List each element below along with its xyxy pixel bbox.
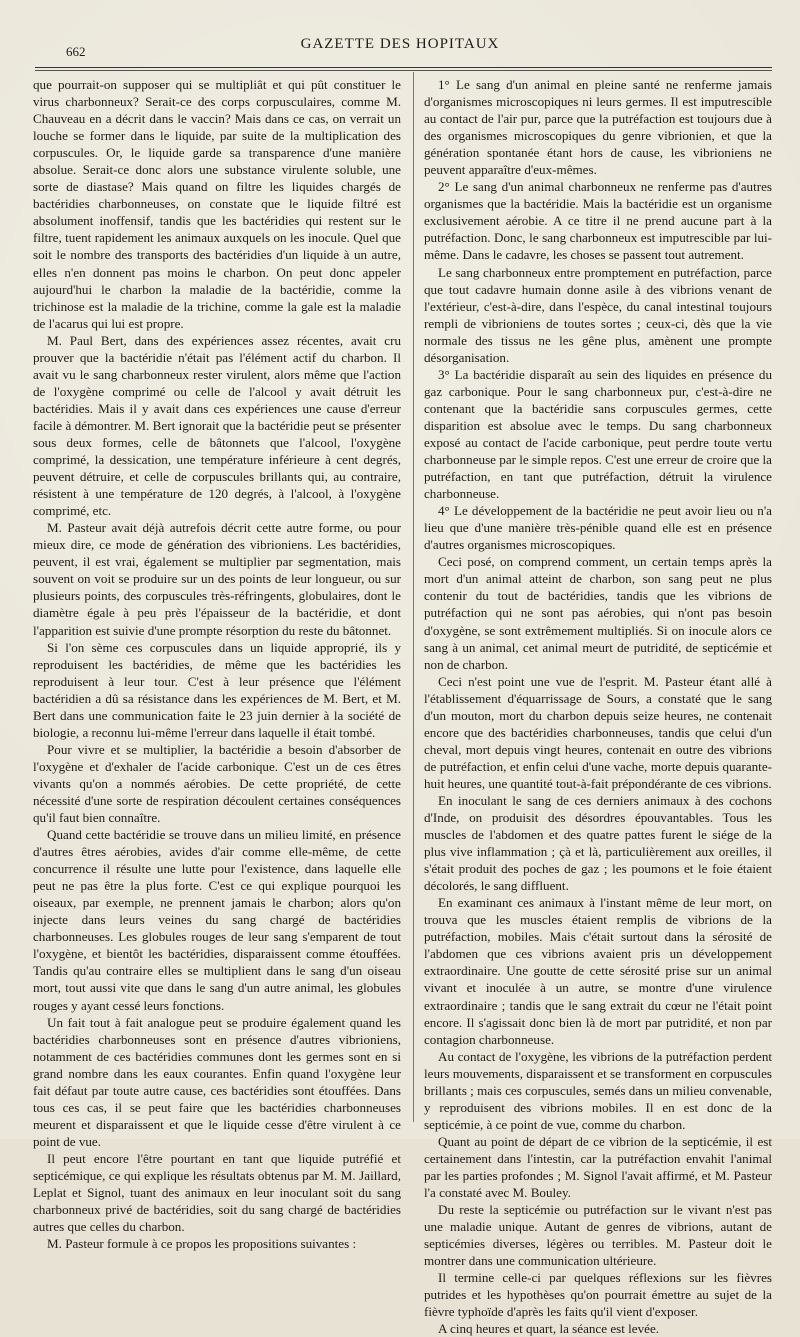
paragraph: 3° La bactéridie disparaît au sein des liquides en présence du gaz carbonique. Pour le sang charbonneux pur, c'est-à-dire ne contenant que la bactéridie sans corpuscules germes, cette disparition est absolue avec le temps. Du sang charbonneux exposé au contact de l'acide carbonique, peut perdre toute vertu charbonneuse par le simple repos. C'est une erreur de croire que la putréfaction, en tant que putréfaction, détruit la virulence charbonneuse. [424, 366, 772, 502]
paragraph: Quant au point de départ de ce vibrion de la septicémie, il est certainement dans l'intestin, car la putréfaction envahit l'animal par les parties profondes ; M. Signol l'avait affirmé, et M. Pasteur l'a constaté avec M. Bouley. [424, 1133, 772, 1201]
header-rule [35, 67, 772, 68]
column-separator [413, 72, 414, 1122]
paragraph: Ceci n'est point une vue de l'esprit. M. Pasteur étant allé à l'établissement d'équarrissage de Sours, a constaté que le sang d'un mouton, mort du charbon depuis seize heures, ne contenait encore que des bactéridies charbonneuses, tandis que celui d'un cheval, mort depuis vingt heures, contenait en outre des vibrions de putréfaction, et enfin celui d'une vache, morte depuis quarante-huit heures, une quantité tout-à-fait prépondérante de ces vibrions. [424, 673, 772, 791]
paragraph: A cinq heures et quart, la séance est levée. [438, 1321, 660, 1337]
paragraph: Un fait tout à fait analogue peut se produire également quand les bactéridies charbonneuses sont en présence d'autres vibrioniens, notamment de ces bactéridies communes dont les germes sont en si grand nombre dans les eaux courantes. Enfin quand l'oxygène leur fait défaut par toute autre cause, ces bactéridies sont étouffées. Dans tous ces cas, il se peut faire que les bactéridies charbonneuses meurent et disparaissent et que le liquide cesse d'être virulent à ce point de vue. [33, 1014, 401, 1149]
paragraph: 2° Le sang d'un animal charbonneux ne renferme pas d'autres organismes que la bactéridie. Mais la bactéridie est un organisme exclusivement aérobie. A ce titre il ne prend aucune part à la putréfaction. Donc, le sang charbonneux est imputrescible par lui-même. Dans le cadavre, les choses se passent tout autrement. [424, 179, 772, 263]
paragraph: En examinant ces animaux à l'instant même de leur mort, on trouva que les muscles étaient remplis de vibrions de la putréfaction, mobiles. Mais c'était surtout dans la sérosité de l'abdomen que ces vibrions avaient pris un développement extraordinaire. Une goutte de cette sérosité prise sur un animal vivant et inoculée à un autre, se montre d'une virulence extraordinaire ; tandis que le sang extrait du cœur ne l'était point encore. Il s'agissait donc bien là de mort par putridité, et non par contagion charbonneuse. [424, 895, 772, 1047]
paragraph: Il termine celle-ci par quelques réflexions sur les fièvres putrides et les hypothèses qu'on pourrait émettre au sujet de la fièvre typhoïde d'après les faits qu'il vient d'exposer. [424, 1270, 772, 1320]
paragraph: M. Paul Bert, dans des expériences assez récentes, avait cru prouver que la bactéridie n'était pas l'élément actif du charbon. Il avait vu le sang charbonneux rester virulent, alors même que l'action de l'oxygène comprimé ou celle de l'alcool y avait détruit les bactéridies. Mais il y avait dans ces expériences une cause d'erreur facile à démontrer. M. Bert ignorait que la bactéridie peut se présenter sous deux formes, celle de bâtonnets que l'alcool, l'oxygène comprimé, la dessication, une température inférieure à cent degrés, peuvent détruire, et celle de corpuscules brillants qui, au contraire, résistent à une température de 120 degrés, à l'alcool, à l'oxygène comprimé, etc. [33, 332, 401, 519]
paragraph: Ceci posé, on comprend comment, un certain temps après la mort d'un animal atteint de charbon, son sang peut ne plus contenir du tout de bactéridies, tandis que les vibrions de putréfaction qui ne sont pas aérobies, qui n'ont pas besoin d'oxygène, se sont extrêmement multipliés. Si on inocule alors ce sang à un animal, cet animal meurt de putridité, de septicémie et non de charbon. [424, 554, 772, 672]
right-column [424, 76, 772, 1337]
paragraph: Il peut encore l'être pourtant en tant que liquide putréfié et septicémique, ce qui explique les résultats obtenus par M. M. Jaillard, Leplat et Signol, tuant des animaux en leur inoculant soit du sang charbonneux privé de bactéridies, soit du sang chargé de bactéridies autres que celles du charbon. [33, 1150, 401, 1235]
paragraph: Le sang charbonneux entre promptement en putréfaction, parce que tout cadavre humain donne asile à des vibrions venant de l'extérieur, c'est-à-dire, dans l'espèce, du canal intestinal toujours rempli de vibrioniens de toutes sortes ; ceux-ci, dès que la vie normale des tissus ne les gêne plus, amènent une prompte désorganisation. [424, 264, 772, 365]
paragraph: Si l'on sème ces corpuscules dans un liquide approprié, ils y reproduisent les bactéridies, de même que les bactéridies les reproduisent à leur tour. C'est à leur présence que l'élément bactéridien a dû sa résistance dans les expériences de M. Bert, et M. Bert dans une communication faite le 23 juin dernier à la société de biologie, a reconnu lui-même l'erreur dans laquelle il était tombé. [33, 639, 401, 740]
paragraph: M. Pasteur avait déjà autrefois décrit cette autre forme, ou pour mieux dire, ce mode de génération des vibrioniens. Les bactéridies, peuvent, il est vrai, également se multiplier par segmentation, mais souvent on voit se produire sur un des points de leur longueur, ou sur plusieurs points, des corpuscules très-réfringents, globulaires, dont le diamètre égale à peu près l'épaisseur de la bactéridie, et dont l'apparition est suivie d'une prompte résorption du reste du bâtonnet. [33, 520, 401, 638]
page-number: 662 [66, 44, 86, 59]
paragraph: Du reste la septicémie ou putréfaction sur le vivant n'est pas une maladie unique. Autant de genres de vibrions, autant de septicémies diverses, légères ou terribles. M. Pasteur doit le montrer dans une communication ultérieure. [424, 1202, 772, 1269]
header-rule-secondary [35, 70, 772, 71]
running-title: GAZETTE DES HOPITAUX [300, 36, 500, 52]
paragraph: M. Pasteur formule à ce propos les propositions suivantes : [47, 1236, 357, 1252]
paragraph: Au contact de l'oxygène, les vibrions de la putréfaction perdent leurs mouvements, disparaissent et se transforment en corpuscules brillants ; mais ces corpuscules, semés dans un milieu convenable, y reproduisent des vibrions mobiles. Il en est donc de la septicémie, à ce point de vue, comme du charbon. [424, 1048, 772, 1132]
paragraph: Quand cette bactéridie se trouve dans un milieu limité, en présence d'autres êtres aérobies, avides d'air comme elle-même, de cette concurrence il résulte une lutte pour l'existence, dans laquelle elle peut ne pas être la plus forte. C'est ce qui explique pourquoi les oiseaux, par exemple, ne prennent jamais le charbon; alors qu'on injecte dans leurs veines du sang chargé de bactéridies charbonneuses. Les globules rouges de leur sang s'emparent de tout l'oxygène, et bientôt les bactéridies, disparaissent comme étouffées. Tandis qu'au contraire elles se multiplient dans le sang d'un oiseau mort, tout aussi vite que dans le sang d'un autre animal, les globules rouges y ayant cessé leurs fonctions. [33, 827, 401, 1013]
paragraph: que pourrait-on supposer qui se multipliât et qui pût constituer le virus charbonneux? Serait-ce des corps corpusculaires, comme M. Chauveau en a décrit dans le vaccin? Mais dans ce cas, on verrait un louche se former dans le liquide, par suite de la multiplication des corpuscules. Or, le liquide garde sa transparence d'une manière absolue. Serait-ce donc alors une substance virulente soluble, une sorte de diastase? Mais quand on filtre les liquides chargés de bactéridies charbonneuses, on constate que le liquide filtré est absolument inoffensif, tandis que les bactéridies qui restent sur le filtre, tuent rapidement les animaux auxquels on les inocule. Quel que soit le nombre des transports des bactéridies d'un liquide à un autre, elles n'en donnent pas moins le charbon. On peut donc appeler aujourd'hui le charbon la maladie de la bactéridie, comme la trichinose est la maladie de la trichine, comme la gale est la maladie de l'acarus qui lui est propre. [33, 77, 401, 331]
paragraph: En inoculant le sang de ces derniers animaux à des cochons d'Inde, on produisit des désordres épouvantables. Tous les muscles de l'abdomen et des quatre pattes furent le siége de la plus vive inflammation ; çà et là, particulièrement aux oreilles, il s'était produit des poches de gaz ; les poumons et le foie étaient décolorés, le sang diffluent. [424, 792, 772, 894]
paragraph: 1° Le sang d'un animal en pleine santé ne renferme jamais d'organismes microscopiques ni leurs germes. Il est imputrescible au contact de l'air pur, parce que la putréfaction est toujours due à des organismes microscopiques du genre vibrionien, et que la génération spontanée étant hors de cause, les vibrioniens ne peuvent apparaître d'eux-mêmes. [424, 77, 772, 178]
left-column [33, 76, 401, 1252]
paragraph: 4° Le développement de la bactéridie ne peut avoir lieu ou n'a lieu que d'une manière très-pénible quand elle est en présence d'autres organismes microscopiques. [424, 503, 772, 553]
paragraph: Pour vivre et se multiplier, la bactéridie a besoin d'absorber de l'oxygène et d'exhaler de l'acide carbonique. C'est un de ces êtres vivants qu'on a nommés aérobies. De cette propriété, de cette nécessité d'une sorte de respiration découlent certaines conséquences qu'il faut bien connaître. [33, 741, 401, 826]
page-header [30, 36, 770, 66]
